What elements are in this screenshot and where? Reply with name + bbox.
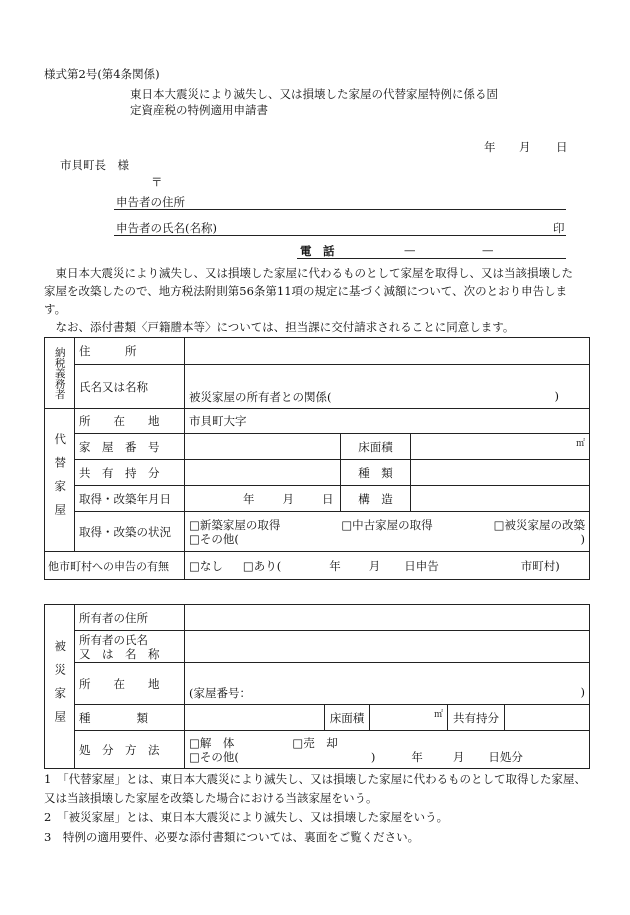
acq-year: 年 bbox=[243, 491, 255, 506]
disposal-month: 月 bbox=[452, 749, 465, 764]
phone-dash-1: — bbox=[404, 243, 416, 257]
damaged-shared-field[interactable] bbox=[505, 705, 590, 731]
location-label: 所 在 地 bbox=[75, 409, 185, 434]
house-no-close: ) bbox=[580, 685, 586, 699]
owner-address-field[interactable] bbox=[185, 605, 590, 631]
seal-mark: 印 bbox=[553, 221, 565, 235]
kind-label: 種 類 bbox=[341, 460, 411, 486]
consent-text: なお、添付書類〈戸籍謄本等〉については、担当課に交付請求されることに同意します。 bbox=[44, 320, 515, 334]
note-1: 1 「代替家屋」とは、東日本大震災により滅失し、又は損壊した家屋に代わるものとして取得した家屋、又は当該損壊した家屋を改築した場合における当該家屋をいう。 bbox=[44, 772, 587, 805]
relationship-label: 被災家屋の所有者との関係( bbox=[189, 390, 332, 404]
acq-month: 月 bbox=[282, 491, 294, 506]
owner-name-field[interactable] bbox=[185, 631, 590, 663]
date-year-label: 年 bbox=[484, 140, 496, 154]
note-3: 3 特例の適用要件、必要な添付書類については、裏面をご覧ください。 bbox=[44, 830, 420, 844]
other-muni-label: 他市町村への申告の有無 bbox=[45, 552, 185, 580]
yes-tail: 市町村) bbox=[520, 558, 560, 573]
opt-none[interactable]: □なし bbox=[189, 558, 223, 573]
shared-label: 共 有 持 分 bbox=[75, 460, 185, 486]
taxpayer-header-cell bbox=[45, 338, 75, 409]
disposal-year: 年 bbox=[411, 749, 423, 764]
taxpayer-name-field[interactable] bbox=[185, 365, 590, 409]
replacement-header: 代替家屋 bbox=[53, 433, 68, 527]
house-number-label: 家 屋 番 号 bbox=[75, 434, 185, 460]
form-number: 様式第2号(第4条関係) bbox=[44, 67, 160, 81]
disposal-opt-other[interactable]: □その他( bbox=[189, 749, 239, 764]
note-2: 2 「被災家屋」とは、東日本大震災により滅失し、又は損壊した家屋をいう。 bbox=[44, 810, 449, 824]
damaged-floor-area-field[interactable] bbox=[370, 705, 448, 731]
damaged-area-unit: ㎡ bbox=[433, 710, 443, 720]
opt-sale[interactable]: □売 却 bbox=[292, 735, 338, 750]
disposal-day: 日処分 bbox=[488, 749, 523, 764]
replacement-header-cell bbox=[45, 409, 75, 552]
disposal-field bbox=[185, 731, 590, 769]
owner-name-label-2: 又 は 名 称 bbox=[79, 646, 160, 661]
acquired-date-field[interactable] bbox=[185, 486, 341, 512]
damaged-header-cell bbox=[45, 605, 75, 769]
damaged-location-label: 所 在 地 bbox=[75, 663, 185, 705]
owner-name-label bbox=[75, 631, 185, 663]
opt-yes[interactable]: □あり( bbox=[242, 558, 282, 573]
yes-day: 日申告 bbox=[404, 558, 439, 573]
structure-label: 構 造 bbox=[341, 486, 411, 512]
acq-day: 日 bbox=[322, 491, 334, 506]
kind-field[interactable] bbox=[411, 460, 590, 486]
applicant-name-label: 申告者の氏名(名称) bbox=[116, 221, 217, 235]
other-muni-field bbox=[185, 552, 590, 580]
owner-name-label-1: 所有者の氏名 bbox=[79, 632, 148, 647]
location-field[interactable]: 市貝町大字 bbox=[185, 409, 590, 434]
disposal-other-close: ) bbox=[370, 749, 376, 764]
form-title-line2: 定資産税の特例適用申請書 bbox=[130, 103, 268, 117]
postal-mark: 〒 bbox=[151, 175, 163, 189]
opt-new-house[interactable]: □新築家屋の取得 bbox=[189, 517, 281, 532]
status-field bbox=[185, 512, 590, 552]
area-unit: ㎡ bbox=[575, 439, 585, 449]
taxpayer-header: 納税義務者 bbox=[53, 346, 66, 400]
house-number-field[interactable] bbox=[185, 434, 341, 460]
floor-area-field[interactable] bbox=[411, 434, 590, 460]
phone-label: 電 話 bbox=[300, 244, 335, 258]
taxpayer-address-field[interactable] bbox=[185, 338, 590, 365]
taxpayer-name-label: 氏名又は名称 bbox=[75, 365, 185, 409]
opt-other[interactable]: □その他( bbox=[189, 531, 239, 546]
applicant-address-line[interactable] bbox=[114, 209, 566, 210]
status-label: 取得・改築の状況 bbox=[75, 512, 185, 552]
structure-field[interactable] bbox=[411, 486, 590, 512]
phone-dash-2: — bbox=[482, 243, 494, 257]
opt-demolish[interactable]: □解 体 bbox=[189, 735, 235, 750]
damaged-kind-label: 種 類 bbox=[75, 705, 185, 731]
yes-year: 年 bbox=[329, 558, 341, 573]
taxpayer-address-label: 住 所 bbox=[75, 338, 185, 365]
form-title-line1: 東日本大震災により滅失し、又は損壊した家屋の代替家屋特例に係る固 bbox=[130, 87, 498, 101]
damaged-house-table bbox=[44, 604, 590, 769]
owner-address-label: 所有者の住所 bbox=[75, 605, 185, 631]
shared-field[interactable] bbox=[185, 460, 341, 486]
floor-area-label: 床面積 bbox=[341, 434, 411, 460]
relationship-close: ) bbox=[554, 389, 559, 403]
acquired-date-label: 取得・改築年月日 bbox=[75, 486, 185, 512]
declaration-text: 東日本大震災により滅失し、又は損壊した家屋に代わるものとして家屋を取得し、又は当該損壊した家屋を改築したので、地方税法附則第56条第11項の規定に基づく減額について、次のとおり申告します。 bbox=[44, 266, 573, 316]
phone-line[interactable] bbox=[297, 258, 566, 259]
damaged-location-field[interactable] bbox=[185, 663, 590, 705]
date-day-label: 日 bbox=[556, 140, 568, 154]
replacement-house-table bbox=[44, 337, 590, 580]
addressee: 市貝町長 様 bbox=[60, 158, 129, 172]
opt-other-close: ) bbox=[580, 531, 585, 546]
yes-month: 月 bbox=[368, 558, 381, 573]
damaged-shared-label: 共有持分 bbox=[448, 705, 505, 731]
applicant-name-line[interactable] bbox=[114, 235, 566, 236]
house-no-label: (家屋番号： bbox=[189, 686, 251, 700]
damaged-floor-area-label: 床面積 bbox=[325, 705, 370, 731]
applicant-address-label: 申告者の住所 bbox=[116, 195, 185, 209]
opt-used-house[interactable]: □中古家屋の取得 bbox=[341, 517, 433, 532]
opt-rebuild[interactable]: □被災家屋の改築 bbox=[493, 517, 585, 532]
disposal-label: 処 分 方 法 bbox=[75, 731, 185, 769]
damaged-header: 被災家屋 bbox=[53, 639, 68, 734]
damaged-kind-field[interactable] bbox=[185, 705, 325, 731]
date-month-label: 月 bbox=[519, 140, 531, 154]
